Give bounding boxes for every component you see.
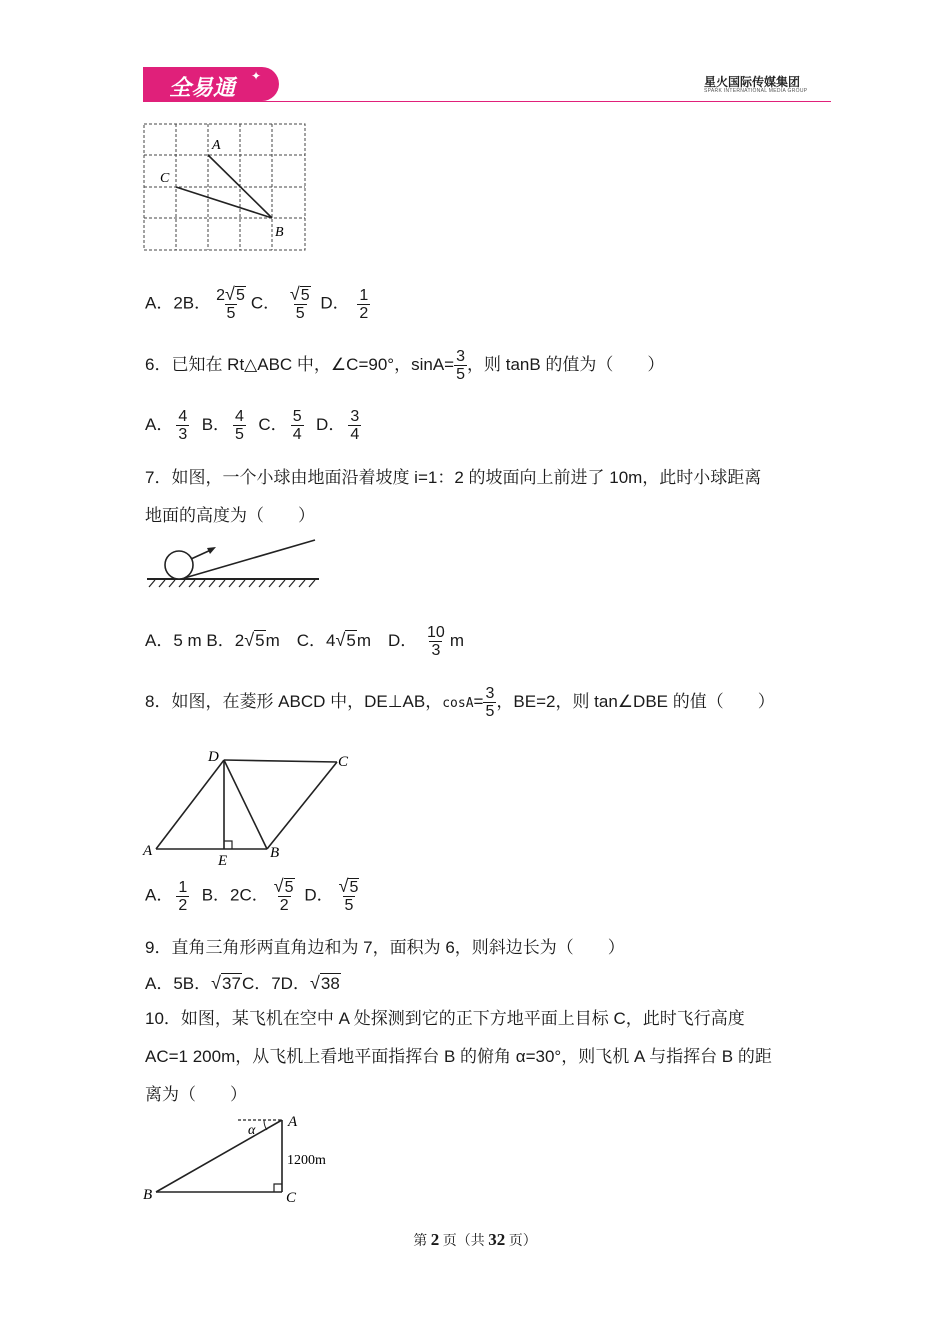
grid-figure xyxy=(138,118,318,258)
publisher-name: 星火国际传媒集团 xyxy=(704,75,801,89)
svg-text:C: C xyxy=(338,754,349,770)
svg-text:1200m: 1200m xyxy=(287,1153,326,1168)
label-A: A xyxy=(212,138,221,153)
ball xyxy=(165,551,193,579)
segment-CB xyxy=(176,187,272,218)
svg-text:A: A xyxy=(143,843,153,859)
segment-AB xyxy=(156,1120,282,1192)
q7-options: A．5 m B．2√5m C．4√5m D． $\frac{10}{3}$ m xyxy=(145,624,464,659)
header-rule xyxy=(143,101,831,102)
slope-figure xyxy=(143,535,323,590)
q10-stem-line1: 10．如图，某飞机在空中 A 处探测到它的正下方地平面上目标 C，此时飞行高度 xyxy=(145,1009,745,1028)
svg-text:B: B xyxy=(270,845,280,861)
svg-text:α: α xyxy=(248,1123,256,1138)
q7-stem-line2: 地面的高度为（ ） xyxy=(145,506,315,525)
svg-text:D: D xyxy=(208,749,219,765)
q10-stem-line3: 离为（ ） xyxy=(145,1085,247,1104)
q7-stem-line1: 7．如图，一个小球由地面沿着坡度 i=1：2 的坡面向上前进了 10m，此时小球距离 xyxy=(145,468,762,487)
q8-stem: 8．如图，在菱形 ABCD 中，DE⊥AB，cosA= $\frac{3}{5}$ ，BE=2，则 tan∠DBE 的值（ ） xyxy=(145,685,775,720)
q10-stem-line2: AC=1 200m，从飞机上看地平面指挥台 B 的俯角 α=30°，则飞机 A 与指挥台 B 的距 xyxy=(145,1047,772,1066)
fraction: $\frac{2√5}{5}$ xyxy=(216,284,245,322)
airplane-figure xyxy=(140,1110,350,1210)
svg-text:E: E xyxy=(218,853,228,869)
fraction: $\frac{3}{5}$ xyxy=(456,348,465,383)
label-B: B xyxy=(275,225,284,240)
q6-stem: 6．已知在 Rt△ABC 中，∠C=90°，sinA= $\frac{3}{5}$ ，则 tanB 的值为（ ） xyxy=(145,348,665,383)
svg-text:A: A xyxy=(288,1114,298,1130)
page-number: 2 xyxy=(430,1230,440,1249)
logo-text: 全易通 xyxy=(169,75,236,100)
fraction: $\frac{√5}{5}$ xyxy=(289,284,310,322)
arrow-icon xyxy=(207,547,216,554)
rhombus-figure xyxy=(140,745,360,870)
slope-line xyxy=(181,540,315,579)
logo-sparkle-icon: ✦ xyxy=(251,69,262,83)
svg-text:C: C xyxy=(286,1190,297,1206)
page-total: 32 xyxy=(488,1230,506,1249)
publisher-name-en: SPARK INTERNATIONAL MEDIA GROUP xyxy=(704,88,808,94)
q9-options: A．5B．√37C．7D．√38 xyxy=(145,973,340,993)
label-C: C xyxy=(160,171,170,186)
segment-DB xyxy=(224,760,267,849)
page-footer: 第 2 页（共 32 页） xyxy=(413,1230,537,1249)
fraction: $\frac{1}{2}$ xyxy=(359,286,369,322)
svg-text:B: B xyxy=(143,1187,153,1203)
header-logo xyxy=(143,67,279,101)
q5-options: A．2B． $\frac{2√5}{5}$ C． $\frac{√5}{5}$ D． $\frac{1}{2}$ xyxy=(145,284,369,322)
q8-options: A． $\frac{1}{2}$ B．2C． $\frac{√5}{2}$ D． $\frac{√5}{5}$ xyxy=(145,876,359,914)
q6-options: A． $\frac{4}{3}$ B． $\frac{4}{5}$ C． $\frac{5}{4}$ D． $\frac{3}{4}$ xyxy=(145,408,360,443)
q9-stem: 9．直角三角形两直角边和为 7，面积为 6，则斜边长为（ ） xyxy=(145,938,625,957)
